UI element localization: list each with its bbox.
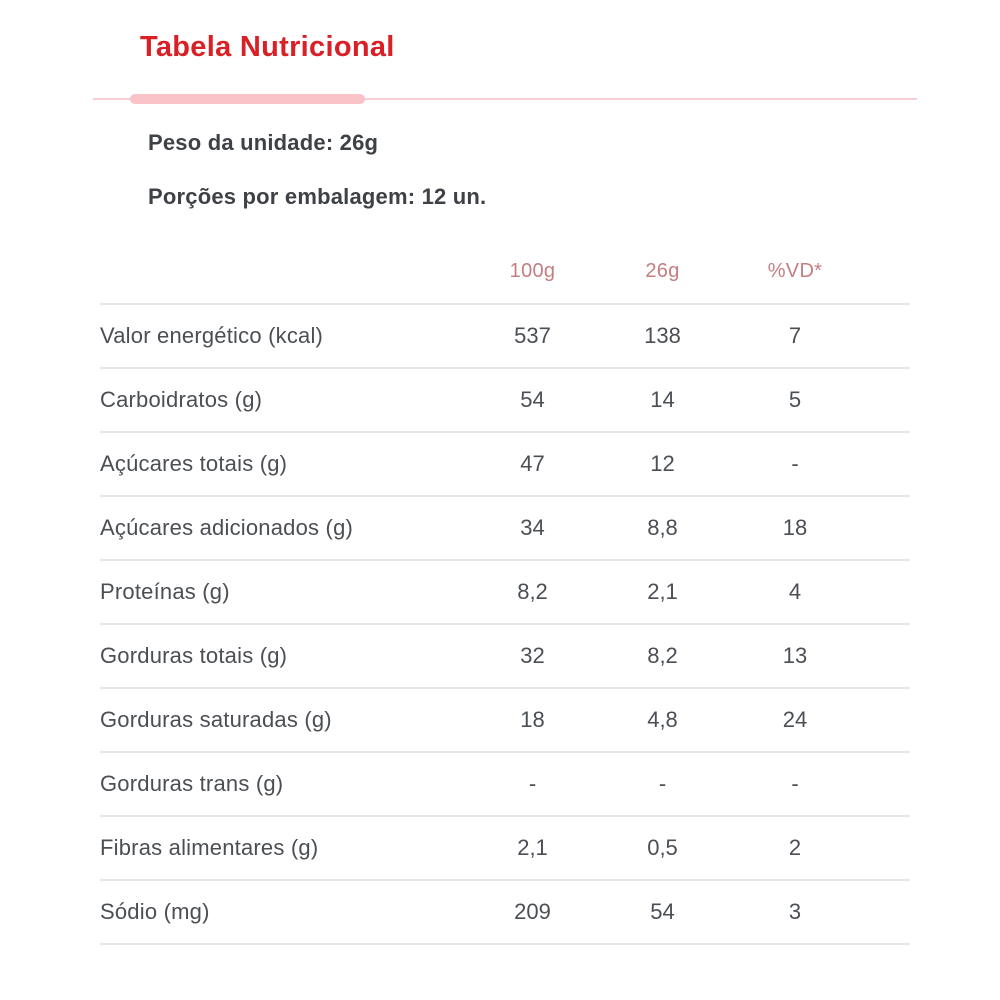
- table-header-row: [100, 239, 910, 304]
- table-row: [100, 624, 910, 688]
- table-row: [100, 432, 910, 496]
- page-title: Tabela Nutricional: [140, 31, 395, 63]
- nutrient-label: Fibras alimentares (g): [100, 816, 455, 880]
- header-100g: 100g: [455, 239, 610, 304]
- value-100g: 54: [455, 368, 610, 432]
- value-26g: 12: [610, 432, 715, 496]
- table-row: [100, 368, 910, 432]
- divider-accent-bar: [130, 94, 365, 104]
- value-100g: 537: [455, 304, 610, 368]
- nutrient-label: Gorduras totais (g): [100, 624, 455, 688]
- nutrient-label: Gorduras trans (g): [100, 752, 455, 816]
- servings-text: Porções por embalagem: 12 un.: [148, 184, 487, 209]
- table-row: [100, 816, 910, 880]
- nutrient-label: Valor energético (kcal): [100, 304, 455, 368]
- value-100g: 47: [455, 432, 610, 496]
- value-vd: 7: [715, 304, 910, 368]
- nutrient-label: Gorduras saturadas (g): [100, 688, 455, 752]
- table-row: [100, 560, 910, 624]
- header-nutrient-blank: [100, 239, 455, 304]
- value-100g: 2,1: [455, 816, 610, 880]
- value-26g: 138: [610, 304, 715, 368]
- value-26g: -: [610, 752, 715, 816]
- value-26g: 2,1: [610, 560, 715, 624]
- table-row: [100, 688, 910, 752]
- value-26g: 0,5: [610, 816, 715, 880]
- table-row: [100, 304, 910, 368]
- value-100g: 8,2: [455, 560, 610, 624]
- table-row: [100, 752, 910, 816]
- header-percent-vd: %VD*: [715, 239, 910, 304]
- header-26g: 26g: [610, 239, 715, 304]
- value-100g: -: [455, 752, 610, 816]
- value-vd: 2: [715, 816, 910, 880]
- value-vd: 18: [715, 496, 910, 560]
- value-vd: -: [715, 432, 910, 496]
- nutrient-label: Sódio (mg): [100, 880, 455, 944]
- value-26g: 54: [610, 880, 715, 944]
- nutrient-label: Carboidratos (g): [100, 368, 455, 432]
- value-100g: 18: [455, 688, 610, 752]
- value-26g: 8,2: [610, 624, 715, 688]
- value-26g: 4,8: [610, 688, 715, 752]
- table-row: [100, 496, 910, 560]
- nutrient-label: Açúcares totais (g): [100, 432, 455, 496]
- value-vd: 5: [715, 368, 910, 432]
- value-vd: 3: [715, 880, 910, 944]
- value-100g: 209: [455, 880, 610, 944]
- table-row: [100, 880, 910, 944]
- value-26g: 8,8: [610, 496, 715, 560]
- value-vd: 4: [715, 560, 910, 624]
- value-vd: 24: [715, 688, 910, 752]
- value-100g: 32: [455, 624, 610, 688]
- value-vd: -: [715, 752, 910, 816]
- nutrition-table: [100, 239, 910, 945]
- value-100g: 34: [455, 496, 610, 560]
- nutrient-label: Proteínas (g): [100, 560, 455, 624]
- value-26g: 14: [610, 368, 715, 432]
- divider-line: [93, 98, 917, 100]
- nutrient-label: Açúcares adicionados (g): [100, 496, 455, 560]
- unit-weight-text: Peso da unidade: 26g: [148, 130, 379, 155]
- value-vd: 13: [715, 624, 910, 688]
